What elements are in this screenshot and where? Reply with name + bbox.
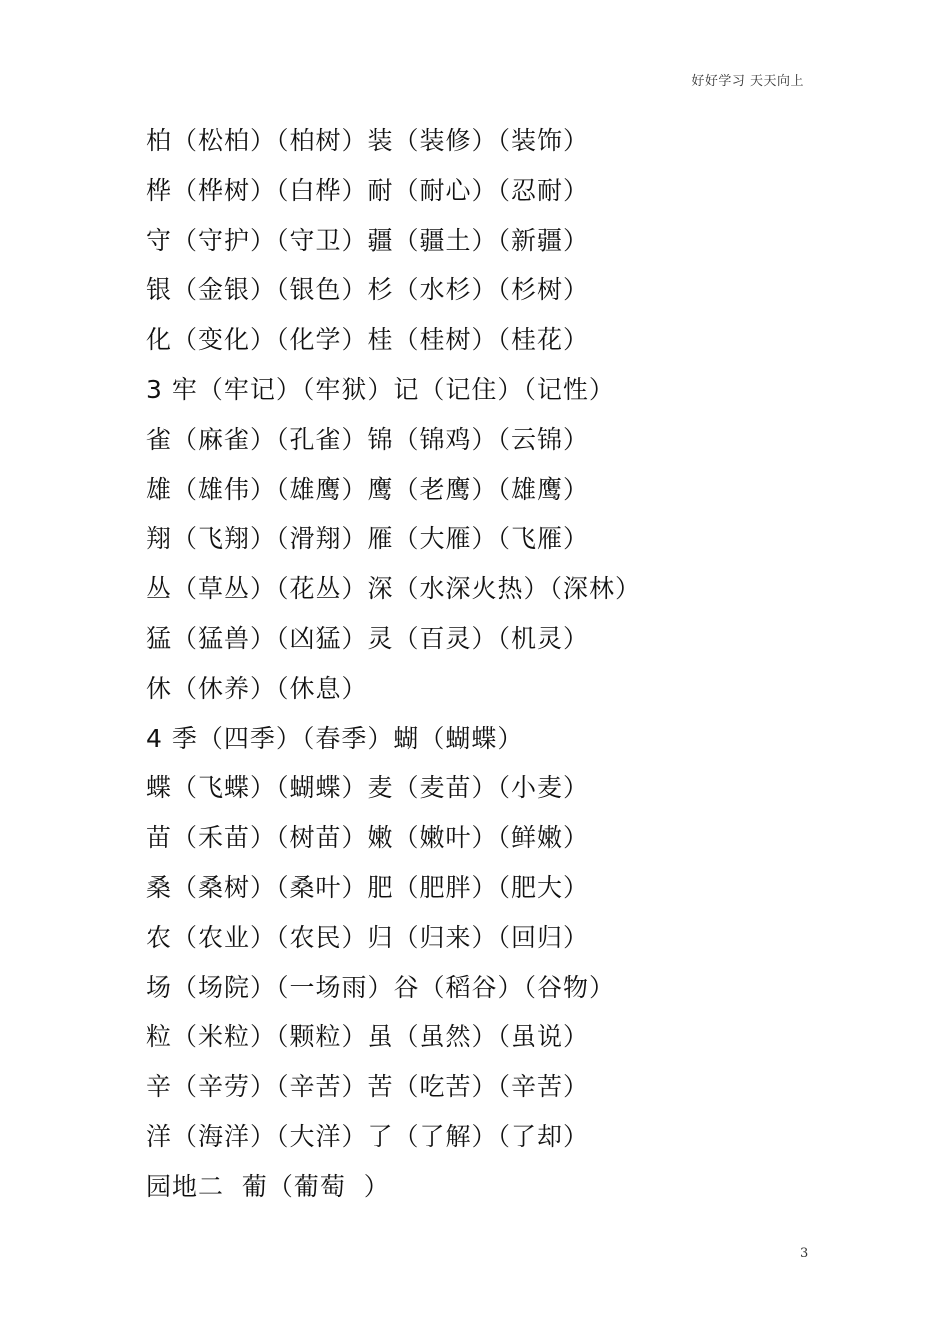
word-line: 园地二 葡（葡萄 ）	[146, 1171, 390, 1201]
word-line: 翔（飞翔）（滑翔）雁（大雁）（飞雁）	[146, 524, 590, 554]
word-line: 化（变化）（化学）桂（桂树）（桂花）	[146, 325, 590, 355]
word-line: 辛（辛劳）（辛苦）苦（吃苦）（辛苦）	[146, 1072, 590, 1102]
word-line: 雀（麻雀）（孔雀）锦（锦鸡）（云锦）	[146, 424, 590, 454]
word-line: 猛（猛兽）（凶猛）灵（百灵）（机灵）	[146, 623, 590, 653]
word-line: 4 季（四季）（春季）蝴（蝴蝶）	[146, 723, 524, 753]
word-line: 桦（桦树）（白桦）耐（耐心）（忍耐）	[146, 175, 590, 205]
word-line: 雄（雄伟）（雄鹰）鹰（老鹰）（雄鹰）	[146, 474, 590, 504]
word-list	[146, 116, 826, 1212]
word-line: 粒（米粒）（颗粒）虽（虽然）（虽说）	[146, 1022, 590, 1052]
word-line: 休（休养）（休息）	[146, 673, 368, 703]
word-line: 柏（松柏）（柏树）装（装修）（装饰）	[146, 126, 590, 155]
word-line: 3 牢（牢记）（牢狱）记（记住）（记性）	[146, 374, 615, 404]
word-line: 苗（禾苗）（树苗）嫩（嫩叶）（鲜嫩）	[146, 823, 590, 853]
word-line: 农（农业）（农民）归（归来）（回归）	[146, 922, 590, 952]
word-line: 洋（海洋）（大洋）了（了解）（了却）	[146, 1121, 590, 1151]
word-line: 蝶（飞蝶）（蝴蝶）麦（麦苗）（小麦）	[146, 773, 590, 803]
word-line: 丛（草丛）（花丛）深（水深火热）（深林）	[146, 574, 642, 604]
word-line: 场（场院）（一场雨）谷（稻谷）（谷物）	[146, 972, 616, 1002]
word-line: 守（守护）（守卫）疆（疆土）（新疆）	[146, 225, 590, 255]
word-line: 桑（桑树）（桑叶）肥（肥胖）（肥大）	[146, 872, 590, 902]
word-line: 银（金银）（银色）杉（水杉）（杉树）	[146, 275, 590, 305]
page-number: 3	[800, 1246, 809, 1261]
page-header: 好好学习 天天向上	[691, 74, 804, 89]
